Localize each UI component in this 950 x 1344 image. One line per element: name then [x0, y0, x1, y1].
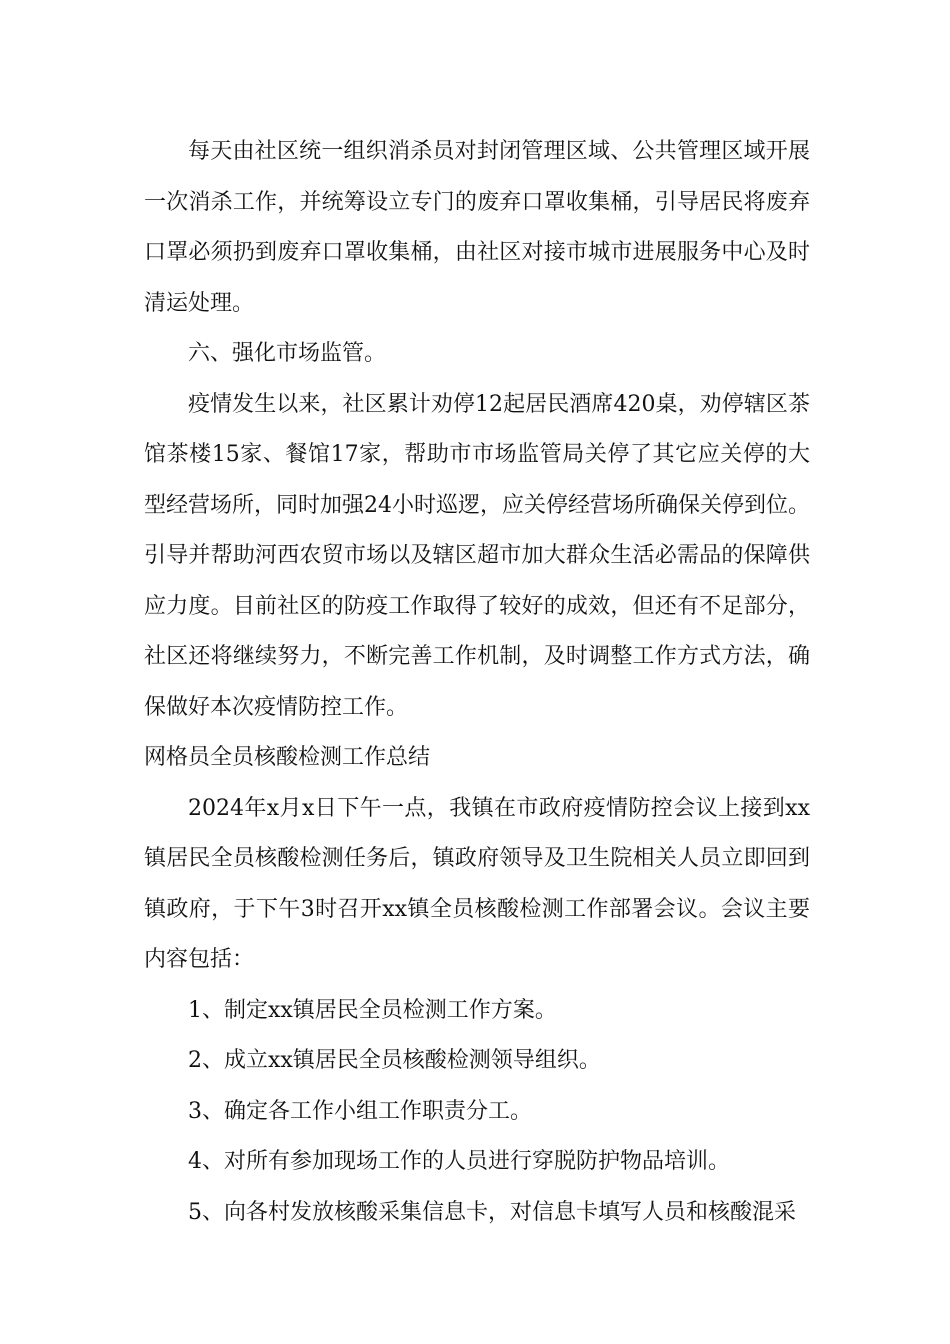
- list-item-2: 2、成立xx镇居民全员核酸检测领导组织。: [188, 1048, 601, 1073]
- list-item-4: 4、对所有参加现场工作的人员进行穿脱防护物品培训。: [188, 1149, 730, 1174]
- list-item-1: 1、制定xx镇居民全员检测工作方案。: [188, 997, 557, 1023]
- paragraph-testing-intro: 2024年x月x日下午一点，我镇在市政府疫情防控会议上接到xx镇居民全员核酸检测任务后，镇政府领导及卫生院相关人员立即回到镇政府，于下午3时召开xx镇全员核酸检测工作部署会议。会议主要内容包括：: [144, 795, 810, 972]
- document-page: [144, 127, 810, 1238]
- paragraph-disinfection: 每天由社区统一组织消杀员对封闭管理区域、公共管理区域开展一次消杀工作，并统筹设立专门的废弃口罩收集桶，引导居民将废弃口罩必须扔到废弃口罩收集桶，由社区对接市城市进展服务中心及时清运处理。: [144, 139, 810, 316]
- paragraph-market-supervision: 疫情发生以来，社区累计劝停12起居民酒席420桌，劝停辖区茶馆茶楼15家、餐馆17家，帮助市市场监管局关停了其它应关停的大型经营场所，同时加强24小时巡逻，应关停经营场所确保关停到位。引导并帮助河西农贸市场以及辖区超市加大群众生活必需品的保障供应力度。目前社区的防疫工作取得了较好的成效，但还有不足部分，社区还将继续努力，不断完善工作机制，及时调整工作方式方法，确保做好本次疫情防控工作。: [144, 391, 810, 720]
- section-title: 网格员全员核酸检测工作总结: [144, 745, 431, 770]
- list-item-5: 5、向各村发放核酸采集信息卡，对信息卡填写人员和核酸混采: [188, 1199, 796, 1225]
- heading-market-supervision: 六、强化市场监管。: [188, 341, 387, 366]
- list-item-3: 3、确定各工作小组工作职责分工。: [188, 1098, 532, 1124]
